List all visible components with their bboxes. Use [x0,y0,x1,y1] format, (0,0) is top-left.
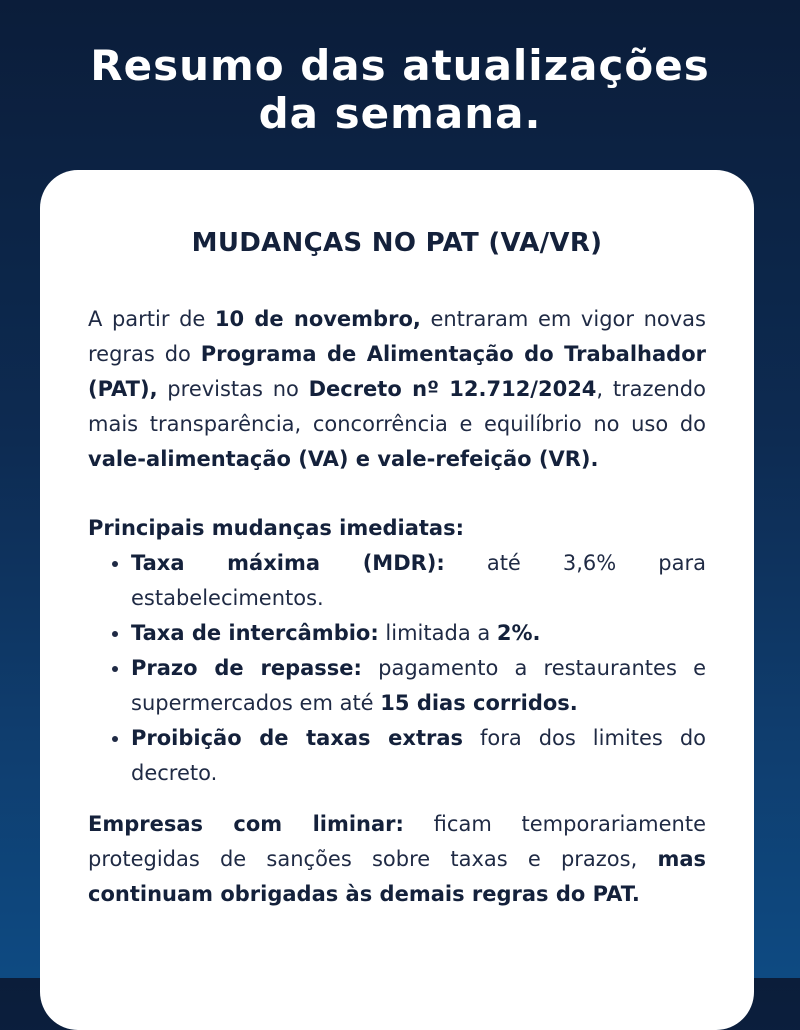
intro-text-2: entraram em vigor novas regras do [88,307,706,366]
closing-label: Empresas com liminar: [88,812,404,836]
intro-text-3: previstas no [157,377,309,401]
content-card [40,170,754,1030]
intro-paragraph [88,302,706,477]
changes-list [88,546,706,791]
list-item [131,546,706,616]
page-title [0,42,800,138]
page-title-line-2: da semana. [258,89,542,138]
list-item [131,651,706,721]
list-item [131,721,706,791]
closing-paragraph [88,807,706,912]
page-title-line-1: Resumo das atualizações [90,41,710,90]
list-item-label: Taxa de intercâmbio: [131,621,379,645]
list-item-value: 2%. [496,621,541,645]
list-item-value: 15 dias corridos. [380,691,578,715]
intro-date: 10 de novembro, [214,307,421,331]
list-item-label: Proibição de taxas extras [131,726,464,750]
list-item-text: fora dos limites do decreto. [131,726,707,785]
list-item-label: Taxa máxima (MDR): [131,551,445,575]
intro-text-4: , trazendo mais transparência, concorrência e equilíbrio no uso do [88,377,706,436]
intro-decree: Decreto nº 12.712/2024 [308,377,597,401]
closing-emphasis: mas continuam obrigadas às demais regras do PAT. [88,847,706,906]
list-item-text: pagamento a restaurantes e supermercados em até [131,656,706,715]
list-item-text: limitada a [378,621,497,645]
card-title: MUDANÇAS NO PAT (VA/VR) [191,228,603,258]
list-item [131,616,706,651]
intro-benefits: vale-alimentação (VA) e vale-refeição (VR). [88,447,599,471]
changes-heading: Principais mudanças imediatas: [88,516,465,540]
intro-text-1: A partir de [88,307,215,331]
intro-program-name: Programa de Alimentação do Trabalhador (PAT), [88,342,706,401]
list-item-label: Prazo de repasse: [131,656,362,680]
list-item-text: até 3,6% para estabelecimentos. [131,551,706,610]
closing-text: ficam temporariamente protegidas de sanções sobre taxas e prazos, [88,812,706,871]
